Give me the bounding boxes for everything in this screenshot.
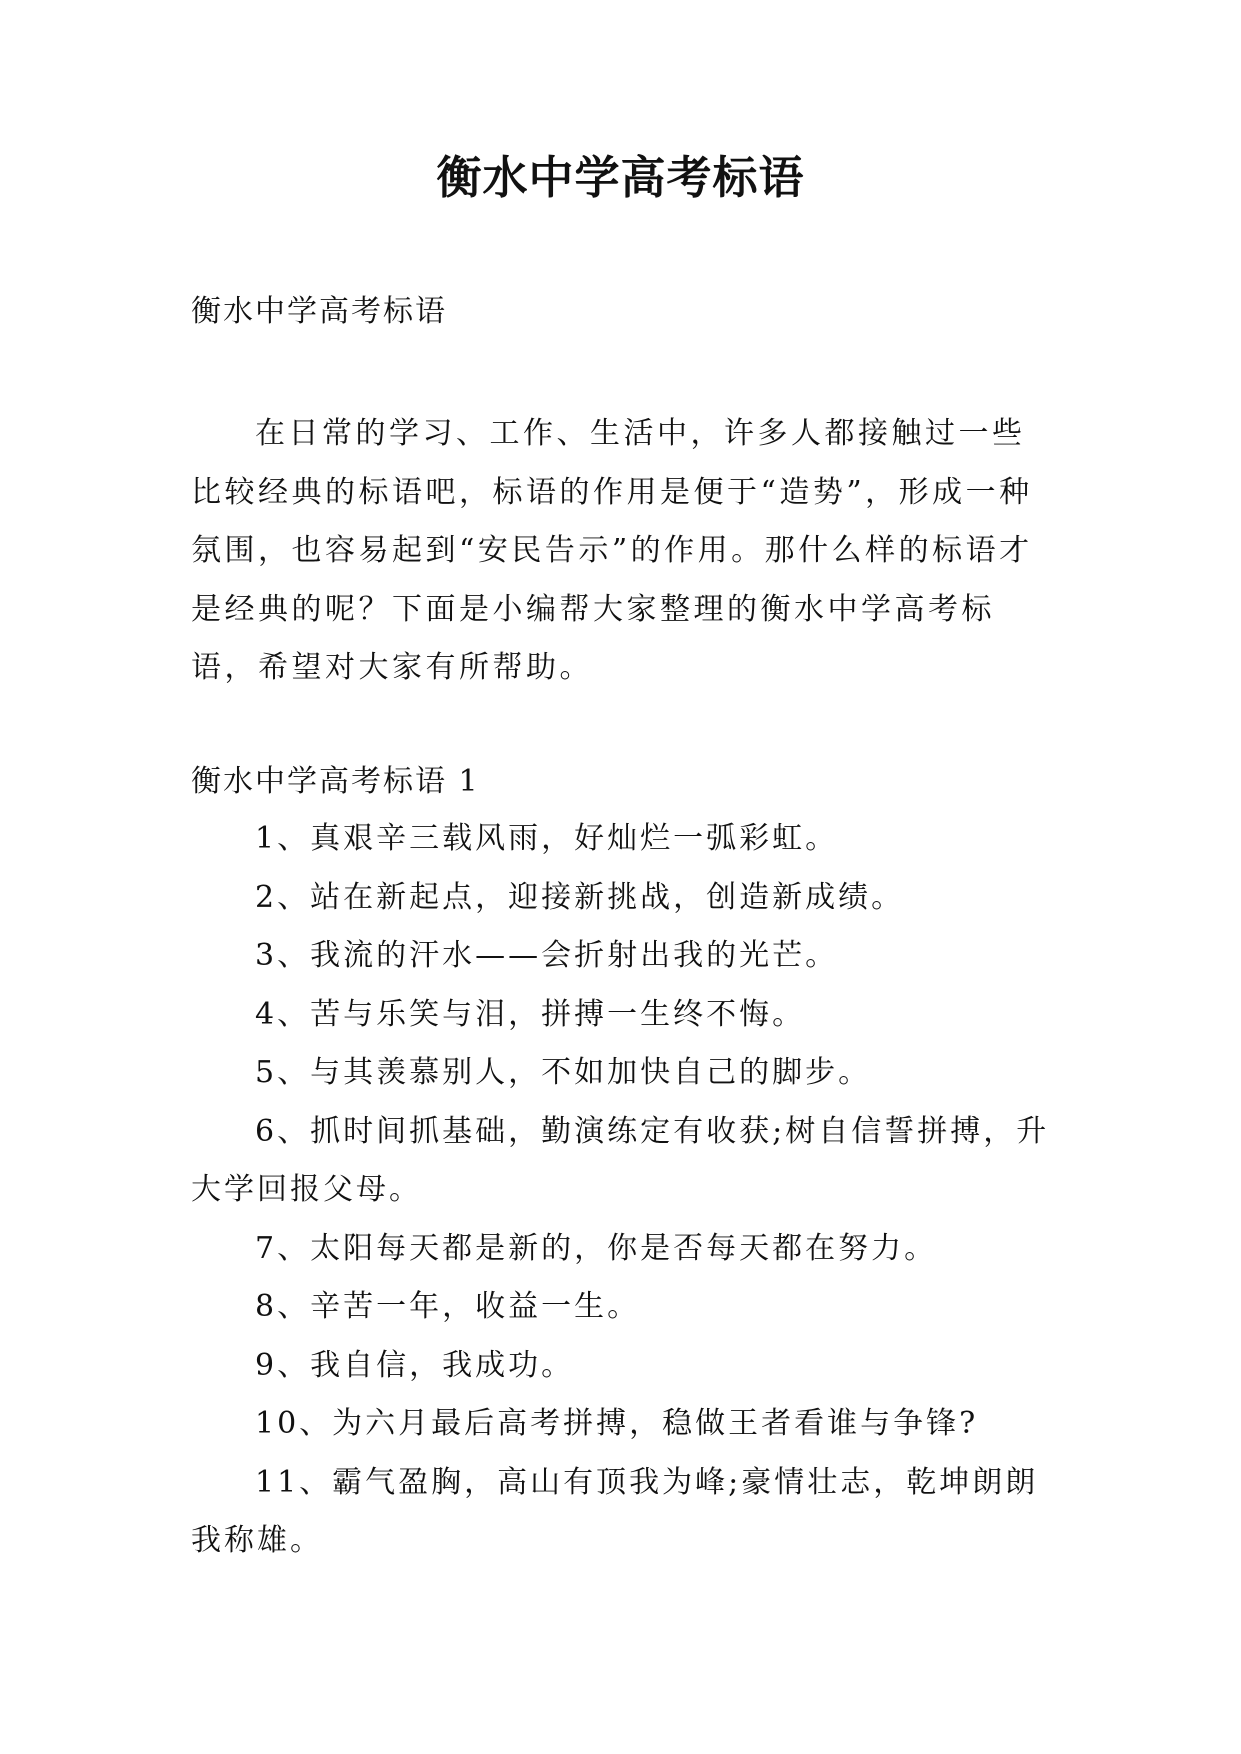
slogan-item: 2、站在新起点，迎接新挑战，创造新成绩。 (255, 879, 905, 915)
slogan-item: 4、苦与乐笑与泪，拼搏一生终不悔。 (255, 996, 806, 1032)
slogan-item: 3、我流的汗水——会折射出我的光芒。 (255, 938, 839, 973)
slogan-item: 8、辛苦一年，收益一生。 (255, 1289, 641, 1324)
slogan-item: 11、霸气盈胸，高山有顶我为峰;豪情壮志，乾坤朗朗我称雄。 (191, 1464, 1039, 1558)
slogan-item: 1、真艰辛三载风雨，好灿烂一弧彩虹。 (255, 821, 839, 856)
slogan-item: 10、为六月最后高考拼搏，稳做王者看谁与争锋? (255, 1406, 979, 1441)
slogan-item: 9、我自信，我成功。 (255, 1347, 575, 1383)
slogan-item: 5、与其羡慕别人，不如加快自己的脚步。 (255, 1055, 872, 1090)
slogan-list (191, 810, 1051, 1571)
document-title: 衡水中学高考标语 (436, 151, 805, 204)
slogan-item: 6、抓时间抓基础，勤演练定有收获;树自信誓拼搏，升大学回报父母。 (191, 1113, 1050, 1207)
intro-paragraph: 在日常的学习、工作、生活中，许多人都接触过一些比较经典的标语吧，标语的作用是便于“造势”，形成一种氛围，也容易起到“安民告示”的作用。那什么样的标语才是经典的呢？下面是小编帮大家整理的衡水中学高考标语，希望对大家有所帮助。 (191, 416, 1033, 685)
slogan-item: 7、太阳每天都是新的，你是否每天都在努力。 (255, 1230, 938, 1266)
section-title: 衡水中学高考标语 1 (191, 764, 480, 799)
document-subtitle: 衡水中学高考标语 (191, 294, 447, 329)
